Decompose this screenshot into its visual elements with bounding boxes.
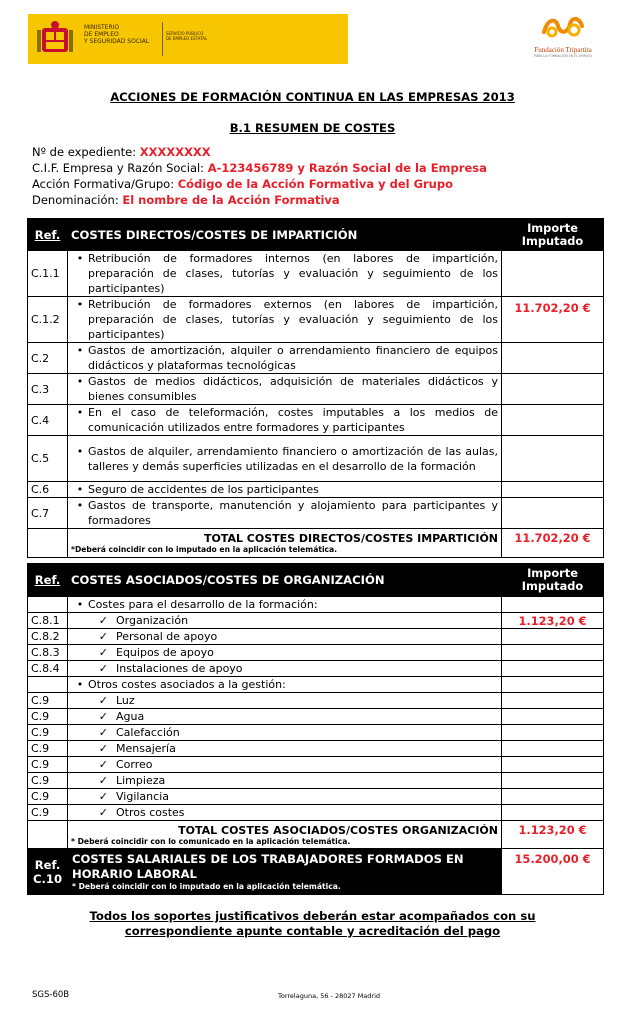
- table-row: [28, 613, 604, 629]
- row-ref: C.9: [28, 725, 68, 741]
- amount-header: Importe Imputado: [502, 219, 604, 251]
- total-note: * Deberá coincidir con lo comunicado en la aplicación telemática.: [71, 836, 351, 846]
- checkmark-icon: ✓: [98, 614, 108, 627]
- row-amount: [502, 343, 604, 374]
- row-text: Retribución de formadores externos (en labores de impartición, preparación de clases, tutorías y evaluación y seguimiento de los participantes): [88, 298, 498, 341]
- bullet-icon: •: [76, 499, 84, 512]
- table-row: [28, 343, 604, 374]
- row-text: Instalaciones de apoyo: [116, 662, 243, 675]
- row-ref: C.9: [28, 805, 68, 821]
- row-amount: [502, 645, 604, 661]
- final-note-line: correspondiente apunte contable y acreditación del pago: [124, 924, 501, 938]
- info-label: Nº de expediente:: [32, 145, 140, 159]
- row-desc: [68, 645, 502, 661]
- row-desc: [68, 757, 502, 773]
- logo-divider: [162, 22, 163, 56]
- ref-header: Ref.: [28, 219, 68, 251]
- denominacion-line: [32, 192, 487, 208]
- bullet-icon: •: [76, 375, 84, 388]
- bullet-icon: •: [76, 406, 84, 419]
- row-desc: [68, 251, 502, 297]
- salary-ref-text: Ref. C.10: [32, 857, 63, 886]
- coat-of-arms-icon: [36, 20, 74, 58]
- total-label-cell: [68, 529, 502, 558]
- checkmark-icon: ✓: [98, 630, 108, 643]
- row-ref: C.1.2: [28, 297, 68, 343]
- foundation-name: Fundación Tripartita: [534, 46, 592, 54]
- bullet-icon: •: [76, 598, 84, 611]
- row-amount: [502, 773, 604, 789]
- row-text: Agua: [116, 710, 145, 723]
- row-ref: C.3: [28, 374, 68, 405]
- checkmark-icon: ✓: [98, 758, 108, 771]
- table-row: [28, 693, 604, 709]
- amount-header: Importe Imputado: [502, 564, 604, 597]
- info-block: [32, 144, 487, 208]
- row-amount: [502, 482, 604, 498]
- row-ref: C.9: [28, 773, 68, 789]
- row-desc: [68, 789, 502, 805]
- row-amount: 1.123,20 €: [502, 613, 604, 629]
- group-row: [28, 597, 604, 613]
- row-text: Gastos de transporte, manutención y alojamiento para participantes y formadores: [88, 499, 498, 527]
- table-row: [28, 405, 604, 436]
- total-label: TOTAL COSTES ASOCIADOS/COSTES ORGANIZACIÓN: [178, 823, 498, 837]
- row-ref: C.8.2: [28, 629, 68, 645]
- row-text: Luz: [116, 694, 135, 707]
- ministry-line: Y SEGURIDAD SOCIAL: [84, 38, 150, 45]
- row-text: Gastos de medios didácticos, adquisición de materiales didácticos y bienes consumibles: [88, 375, 498, 403]
- row-desc: [68, 374, 502, 405]
- bullet-icon: •: [76, 252, 84, 265]
- associated-costs-table: [27, 563, 604, 895]
- row-text: Otros costes: [116, 806, 185, 819]
- row-amount: [502, 709, 604, 725]
- table-row: [28, 374, 604, 405]
- row-text: Retribución de formadores internos (en labores de impartición, preparación de clases, tutorías y evaluación y seguimiento de los participantes): [88, 252, 498, 295]
- info-label: C.I.F. Empresa y Razón Social:: [32, 161, 208, 175]
- row-desc: [68, 343, 502, 374]
- row-ref: C.8.3: [28, 645, 68, 661]
- section-subtitle: B.1 RESUMEN DE COSTES: [229, 121, 396, 135]
- service-line: SERVICIO PÚBLICO: [166, 31, 204, 36]
- row-desc: [68, 613, 502, 629]
- row-ref: C.8.1: [28, 613, 68, 629]
- ministry-line: MINISTERIO: [84, 24, 120, 31]
- total-amount: 1.123,20 €: [502, 821, 604, 849]
- row-ref: C.9: [28, 709, 68, 725]
- bullet-icon: •: [76, 444, 84, 458]
- table-row: [28, 789, 604, 805]
- total-note: *Deberá coincidir con lo imputado en la aplicación telemática.: [71, 545, 338, 554]
- ministry-name: [84, 24, 149, 45]
- direct-costs-title: COSTES DIRECTOS/COSTES DE IMPARTICIÓN: [68, 219, 502, 251]
- row-text: Limpieza: [116, 774, 166, 787]
- bullet-icon: •: [76, 483, 84, 496]
- info-value: XXXXXXXX: [139, 145, 211, 159]
- direct-costs-table: [27, 218, 604, 558]
- row-amount: [502, 498, 604, 529]
- checkmark-icon: ✓: [98, 662, 108, 675]
- foundation-mark-icon: [540, 14, 586, 40]
- checkmark-icon: ✓: [98, 774, 108, 787]
- table-row: [28, 297, 604, 343]
- row-text: Gastos de amortización, alquiler o arrendamiento financiero de equipos didácticos y plataformas tecnológicas: [88, 344, 498, 372]
- row-desc: [68, 805, 502, 821]
- checkmark-icon: ✓: [98, 726, 108, 739]
- table-header-row: [28, 564, 604, 597]
- row-desc: [68, 297, 502, 343]
- empty-cell: [28, 821, 68, 849]
- row-desc: [68, 498, 502, 529]
- total-row: [28, 821, 604, 849]
- row-amount: [502, 789, 604, 805]
- total-amount: 11.702,20 €: [502, 529, 604, 558]
- row-text: Gastos de alquiler, arrendamiento financiero o amortización de las aulas, talleres y demás superficies utilizadas en el desarrollo de la formación: [88, 444, 498, 473]
- salary-amount: 15.200,00 €: [502, 849, 604, 895]
- row-text: Calefacción: [116, 726, 180, 739]
- row-desc: [68, 661, 502, 677]
- service-name: [166, 31, 207, 41]
- footer-code: SGS-60B: [32, 990, 70, 1000]
- table-row: [28, 805, 604, 821]
- table-row: [28, 773, 604, 789]
- table-row: [28, 498, 604, 529]
- info-label: Acción Formativa/Grupo:: [32, 177, 178, 191]
- row-amount: [502, 693, 604, 709]
- row-amount: [502, 741, 604, 757]
- row-amount: [502, 251, 604, 297]
- total-label-cell: [68, 821, 502, 849]
- table-row: [28, 757, 604, 773]
- row-ref: C.9: [28, 789, 68, 805]
- bullet-icon: •: [76, 678, 84, 691]
- checkmark-icon: ✓: [98, 646, 108, 659]
- salary-row: [28, 849, 604, 895]
- row-desc: [68, 405, 502, 436]
- row-desc: [68, 773, 502, 789]
- empty-cell: [28, 677, 68, 693]
- row-desc: [68, 693, 502, 709]
- service-line: DE EMPLEO ESTATAL: [166, 36, 208, 41]
- group-row: [28, 677, 604, 693]
- row-text: Seguro de accidentes de los participantes: [88, 483, 319, 496]
- page-title: ACCIONES DE FORMACIÓN CONTINUA EN LAS EMPRESAS 2013: [110, 90, 515, 104]
- info-label: Denominación:: [32, 193, 123, 207]
- empty-cell: [502, 597, 604, 613]
- checkmark-icon: ✓: [98, 710, 108, 723]
- row-amount: [502, 805, 604, 821]
- row-amount: [502, 436, 604, 482]
- group-text: Costes para el desarrollo de la formación:: [88, 598, 318, 611]
- salary-title-cell: [68, 849, 502, 895]
- table-row: [28, 482, 604, 498]
- expediente-line: [32, 144, 487, 160]
- info-value: A-123456789 y Razón Social de la Empresa: [207, 161, 487, 175]
- salary-note: * Deberá coincidir con lo imputado en la aplicación telemática.: [72, 882, 341, 891]
- group-label: [68, 677, 502, 693]
- row-text: Mensajería: [116, 742, 176, 755]
- row-amount: [502, 757, 604, 773]
- table-row: [28, 661, 604, 677]
- row-ref: C.2: [28, 343, 68, 374]
- row-ref: C.5: [28, 436, 68, 482]
- salary-ref: [28, 849, 68, 895]
- row-amount: [502, 661, 604, 677]
- footer-address: Torrelaguna, 56 - 28027 Madrid: [278, 992, 381, 1000]
- row-amount: [502, 374, 604, 405]
- row-amount: [502, 405, 604, 436]
- row-amount: 11.702,20 €: [502, 297, 604, 343]
- row-desc: [68, 741, 502, 757]
- table-row: [28, 645, 604, 661]
- row-ref: C.9: [28, 757, 68, 773]
- bullet-icon: •: [76, 344, 84, 357]
- ministry-logo: [28, 14, 348, 64]
- row-text: Organización: [116, 614, 189, 627]
- row-text: Vigilancia: [116, 790, 169, 803]
- salary-title: COSTES SALARIALES DE LOS TRABAJADORES FORMADOS EN HORARIO LABORAL: [72, 852, 464, 881]
- row-amount: [502, 725, 604, 741]
- checkmark-icon: ✓: [98, 694, 108, 707]
- group-label: [68, 597, 502, 613]
- ministry-line: DE EMPLEO: [84, 31, 119, 38]
- final-note: [0, 909, 625, 939]
- associated-costs-title: COSTES ASOCIADOS/COSTES DE ORGANIZACIÓN: [68, 564, 502, 597]
- table-row: [28, 251, 604, 297]
- empty-cell: [28, 597, 68, 613]
- row-ref: C.9: [28, 693, 68, 709]
- row-desc: [68, 629, 502, 645]
- row-ref: C.9: [28, 741, 68, 757]
- row-text: Correo: [116, 758, 153, 771]
- checkmark-icon: ✓: [98, 742, 108, 755]
- row-desc: [68, 709, 502, 725]
- empty-cell: [28, 529, 68, 558]
- foundation-logo: [518, 14, 608, 64]
- group-text: Otros costes asociados a la gestión:: [88, 678, 286, 691]
- row-ref: C.7: [28, 498, 68, 529]
- row-desc: [68, 436, 502, 482]
- row-amount: [502, 629, 604, 645]
- row-text: Personal de apoyo: [116, 630, 218, 643]
- row-ref: C.1.1: [28, 251, 68, 297]
- row-ref: C.8.4: [28, 661, 68, 677]
- total-label: TOTAL COSTES DIRECTOS/COSTES IMPARTICIÓN: [203, 532, 498, 545]
- row-text: Equipos de apoyo: [116, 646, 214, 659]
- info-value: El nombre de la Acción Formativa: [122, 193, 340, 207]
- table-row: [28, 725, 604, 741]
- row-ref: C.4: [28, 405, 68, 436]
- row-desc: [68, 725, 502, 741]
- row-ref: C.6: [28, 482, 68, 498]
- table-row: [28, 436, 604, 482]
- row-text: En el caso de teleformación, costes imputables a los medios de comunicación utilizados entre formadores y participantes: [88, 406, 498, 434]
- bullet-icon: •: [76, 298, 84, 311]
- accion-line: [32, 176, 487, 192]
- final-note-line: Todos los soportes justificativos deberán estar acompañados con su: [89, 909, 536, 923]
- cif-line: [32, 160, 487, 176]
- checkmark-icon: ✓: [98, 790, 108, 803]
- table-row: [28, 629, 604, 645]
- row-desc: [68, 482, 502, 498]
- table-header-row: [28, 219, 604, 251]
- foundation-subtitle: PARA LA FORMACIÓN EN EL EMPLEO: [534, 54, 592, 58]
- table-row: [28, 741, 604, 757]
- total-row: [28, 529, 604, 558]
- table-row: [28, 709, 604, 725]
- empty-cell: [502, 677, 604, 693]
- ref-header: Ref.: [28, 564, 68, 597]
- checkmark-icon: ✓: [98, 806, 108, 819]
- info-value: Código de la Acción Formativa y del Grupo: [177, 177, 454, 191]
